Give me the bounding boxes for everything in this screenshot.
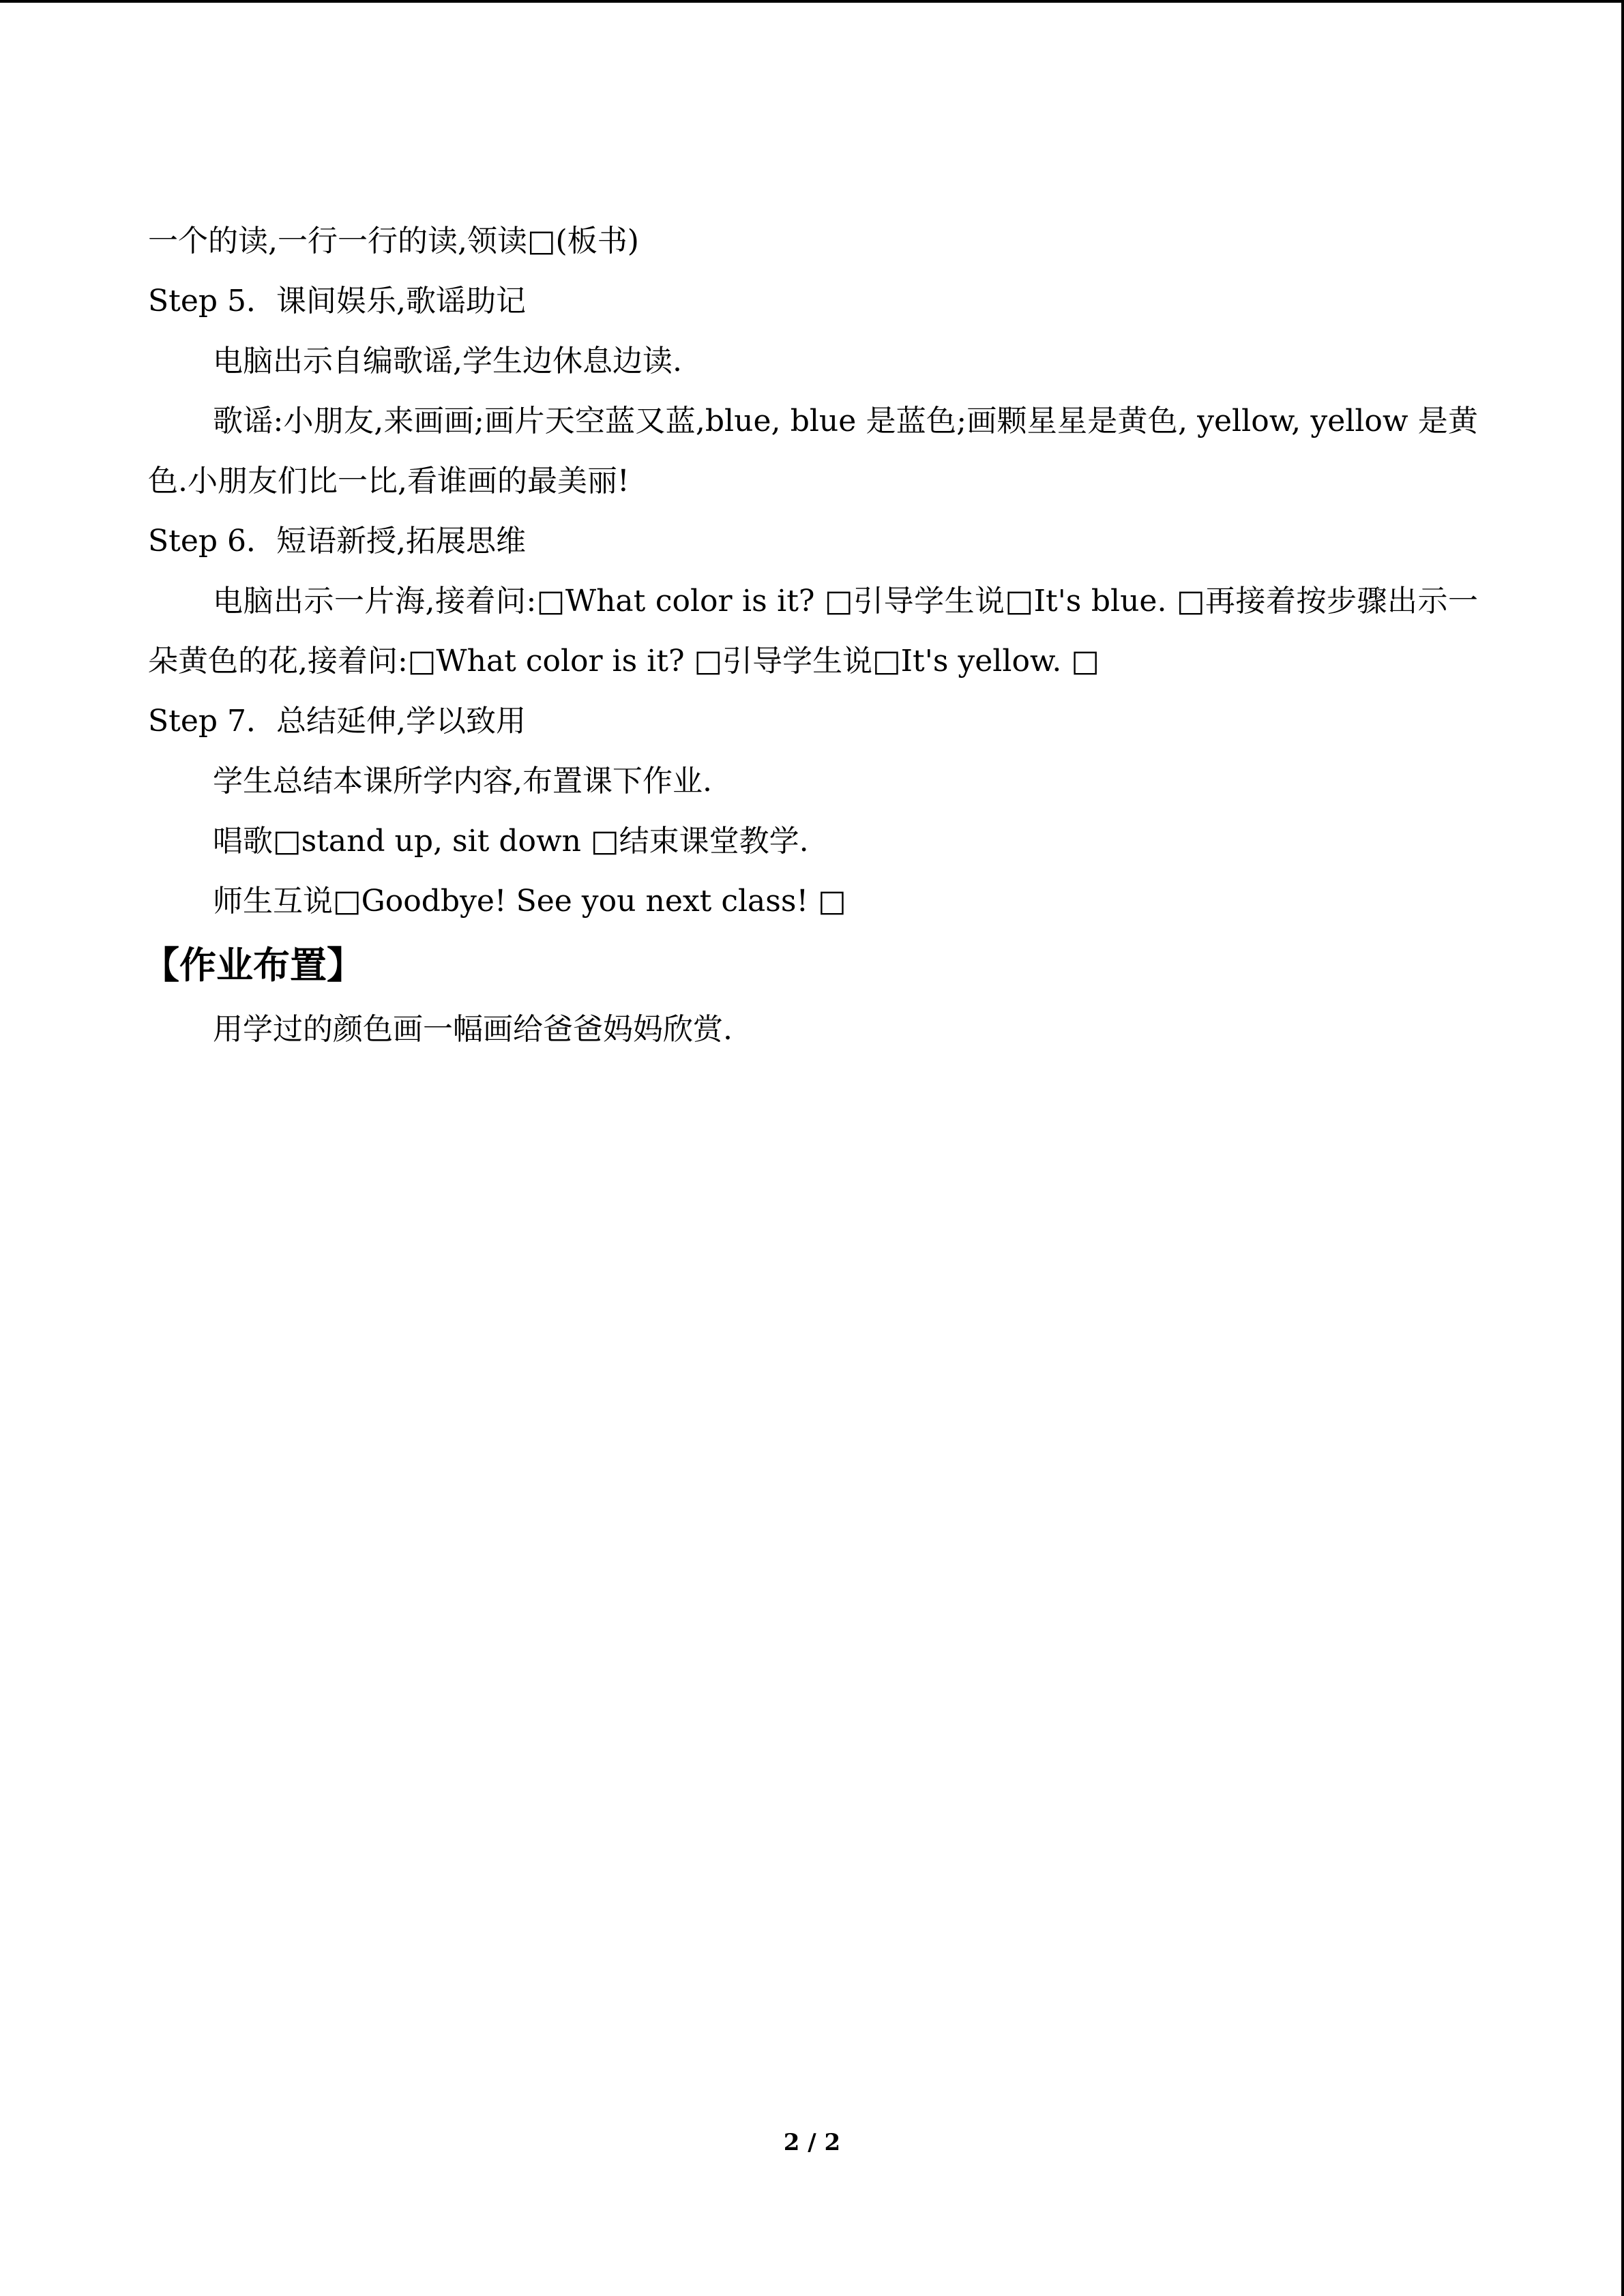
step-6-paragraph: 电脑出示一片海,接着问:□What color is it? □引导学生说□It's blue. □再接着按步骤出示一朵黄色的花,接着问:□What color is it? □引导学生说□It's yellow. □ bbox=[148, 584, 1478, 679]
page-number: 2 / 2 bbox=[783, 2129, 841, 2156]
text-line-reading: 一个的读,一行一行的读,领读□(板书) bbox=[148, 224, 639, 258]
step-6-title: Step 6．短语新授,拓展思维 bbox=[148, 524, 526, 558]
step-5-title: Step 5．课间娱乐,歌谣助记 bbox=[148, 284, 526, 318]
step-7-paragraph-1: 学生总结本课所学内容,布置课下作业. bbox=[213, 764, 712, 799]
page-right-border bbox=[1621, 0, 1624, 2296]
step-5-paragraph-1: 电脑出示自编歌谣,学生边休息边读. bbox=[213, 344, 682, 378]
document-body bbox=[143, 211, 1478, 1060]
step-7-paragraph-3: 师生互说□Goodbye! See you next class! □ bbox=[213, 884, 846, 919]
homework-heading: 【作业布置】 bbox=[143, 944, 364, 987]
step-5-paragraph-rhyme: 歌谣:小朋友,来画画;画片天空蓝又蓝,blue, blue 是蓝色;画颗星星是黄色, yellow, yellow 是黄色.小朋友们比一比,看谁画的最美丽! bbox=[148, 404, 1478, 498]
homework-text: 用学过的颜色画一幅画给爸爸妈妈欣赏. bbox=[213, 1012, 733, 1047]
page-top-border bbox=[0, 0, 1624, 3]
step-7-paragraph-2: 唱歌□stand up, sit down □结束课堂教学. bbox=[213, 824, 809, 859]
step-7-title: Step 7．总结延伸,学以致用 bbox=[148, 704, 526, 739]
